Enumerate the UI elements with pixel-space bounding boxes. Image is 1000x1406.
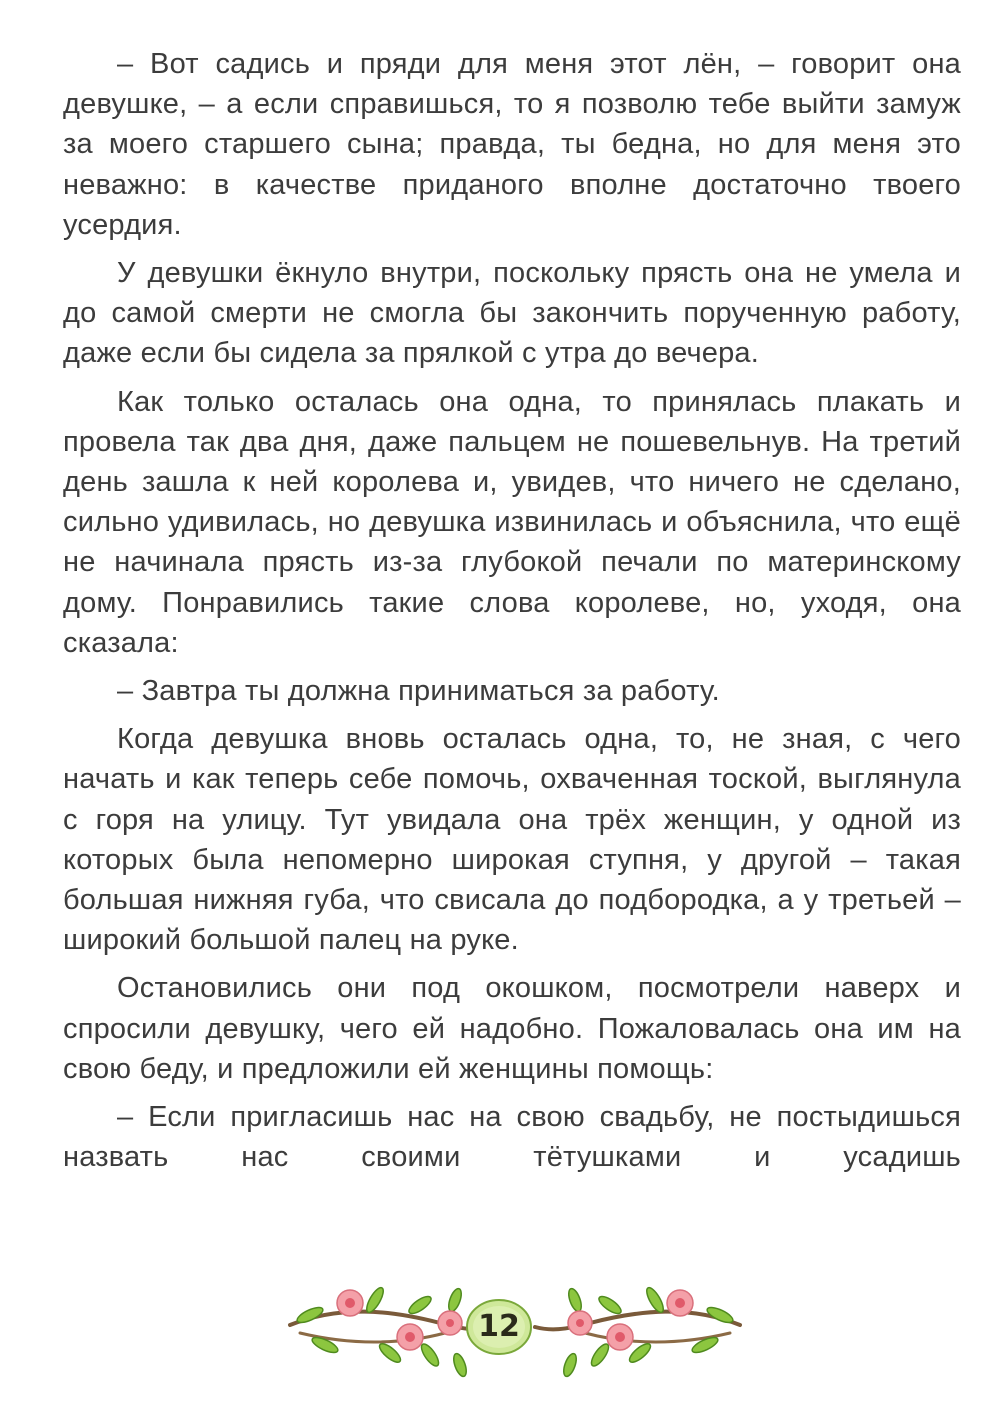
page-number: 12: [478, 1309, 520, 1344]
paragraph-3: Как только осталась она одна, то принялась плакать и провела так два дня, даже пальцем не пошевельнув. На третий день зашла к ней королева и, увидев, что ничего не сделано, сильно удивилась, но девушка извинилась и объяснила, что ещё не начинала прясть из-за глубокой печали по материнскому дому. Понравились такие слова королеве, но, уходя, она сказала:: [63, 385, 961, 659]
paragraph-7: – Если пригласишь нас на свою свадьбу, не постыдишься назвать нас своими тётушками и усадишь: [63, 1101, 961, 1174]
page-footer: [280, 1275, 750, 1380]
paragraph-1: – Вот садись и пряди для меня этот лён, – говорит она девушке, – а если справишься, то я позволю тебе выйти замуж за моего старшего сына; правда, ты бедна, но для меня это неважно: в качестве приданого вполне достаточно твоего усердия.: [63, 48, 961, 241]
paragraph-2: У девушки ёкнуло внутри, поскольку прясть она не умела и до самой смерти не смогла бы закончить порученную работу, даже если бы сидела за прялкой с утра до вечера.: [63, 257, 961, 370]
paragraph-4: – Завтра ты должна приниматься за работу.: [117, 675, 720, 708]
story-text: [63, 44, 961, 1185]
paragraph-6: Остановились они под окошком, посмотрели наверх и спросили девушку, чего ей надобно. Пожаловалась она им на свою беду, и предложили ей женщины помощь:: [63, 972, 961, 1085]
paragraph-5: Когда девушка вновь осталась одна, то, не зная, с чего начать и как теперь себе помочь, охваченная тоской, выглянула с горя на улицу. Тут увидала она трёх женщин, у одной из которых была непомерно широкая ступня, у другой – такая большая нижняя губа, что свисала до подбородка, а у третьей – широкий большой палец на руке.: [63, 723, 961, 957]
